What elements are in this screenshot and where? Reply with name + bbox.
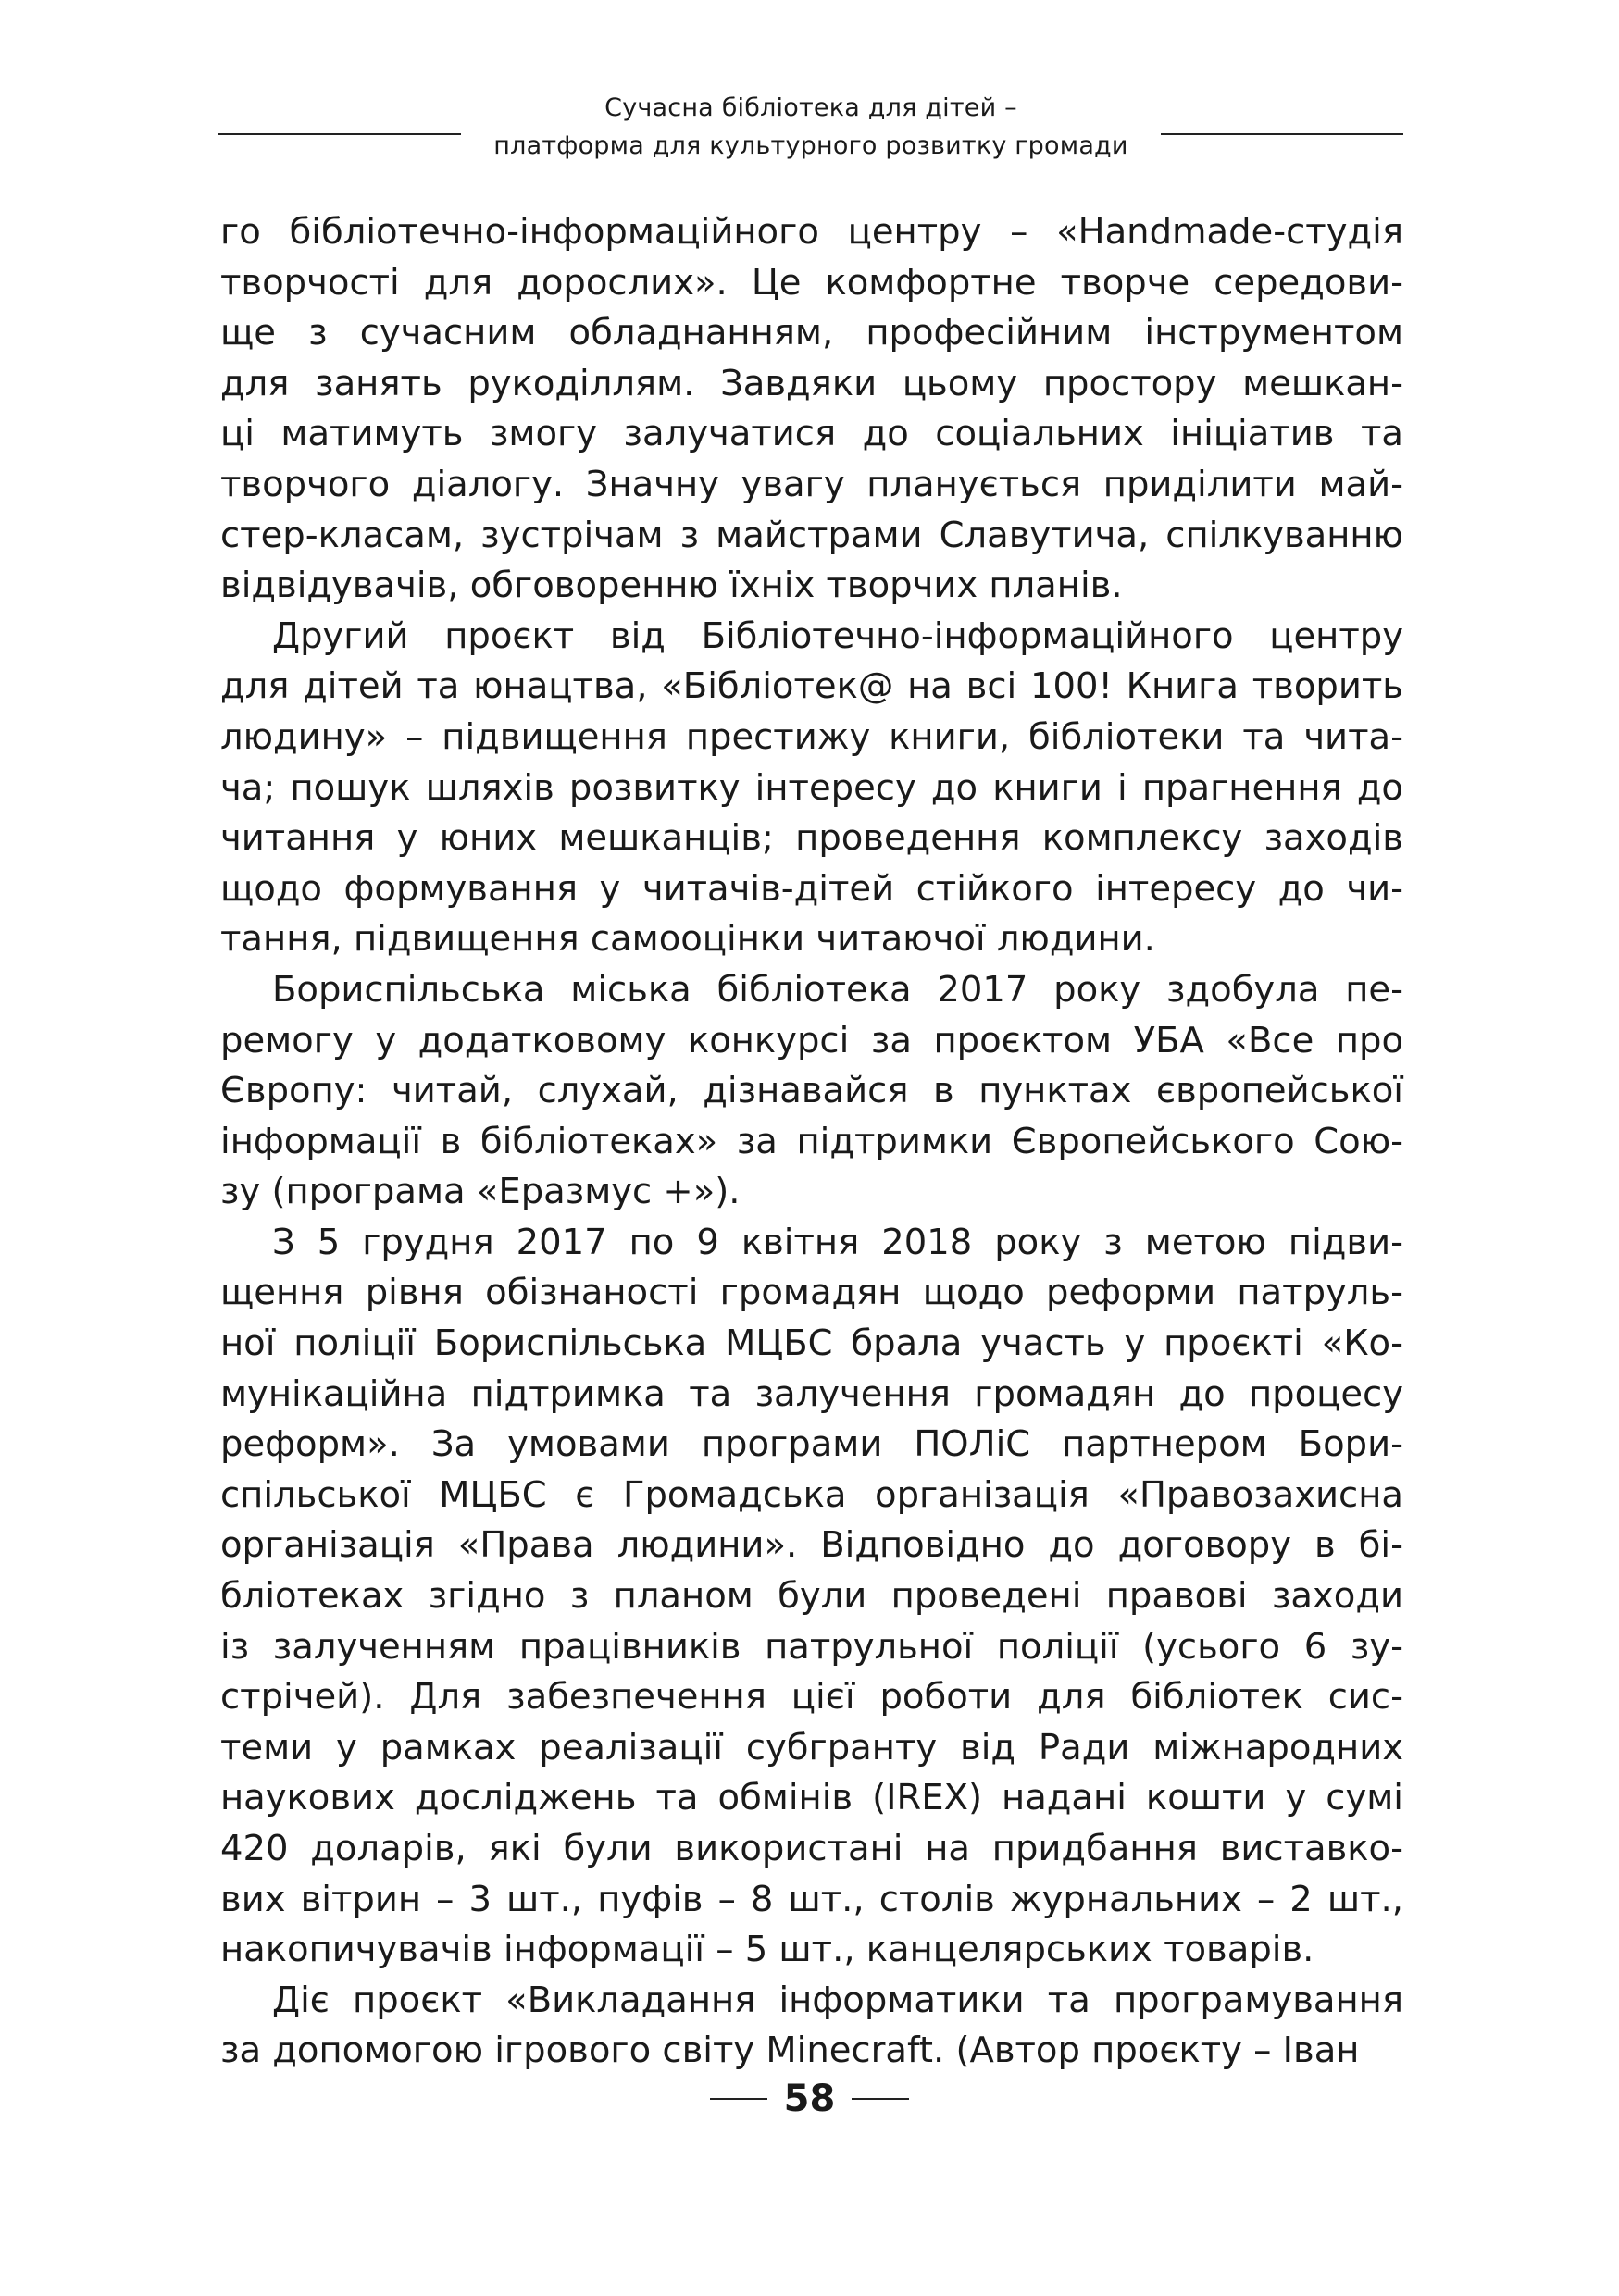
header-rule-right (1161, 133, 1403, 135)
running-header (218, 89, 1403, 167)
text-line: вих вітрин – 3 шт., пуфів – 8 шт., столів журнальних – 2 шт., (220, 1878, 1403, 1920)
text-line: бліотеках згідно з планом були проведені правові заходи (220, 1575, 1403, 1618)
text-line: для дітей та юнацтва, «Бібліотек@ на всі 100! Книга творить (220, 665, 1403, 708)
text-line: реформ». За умовами програми ПОЛіС партнером Бори- (220, 1423, 1403, 1466)
paragraph (220, 965, 1403, 1218)
text-line: стрічей). Для забезпечення цієї роботи для бібліотек сис- (220, 1676, 1403, 1719)
text-line: накопичувачів інформації – 5 шт., канцелярських товарів. (220, 1929, 1314, 1971)
text-line: із залученням працівників патрульної поліції (усього 6 зу- (220, 1625, 1403, 1668)
header-title-line-1: Сучасна бібліотека для дітей – (604, 93, 1017, 122)
text-line: Бориспільська міська бібліотека 2017 року здобула пе- (272, 968, 1403, 1011)
header-title-line-2: платформа для культурного розвитку громади (493, 131, 1128, 160)
text-line: ної поліції Бориспільська МЦБС брала участь у проєкті «Ко- (220, 1322, 1403, 1365)
footer-dash-left (710, 2098, 767, 2100)
text-line: зу (програма «Еразмус +»). (220, 1171, 741, 1213)
footer-dash-right (852, 2098, 909, 2100)
paragraph (220, 1218, 1403, 1976)
text-line: Європу: читай, слухай, дізнавайся в пунктах європейської (220, 1070, 1403, 1112)
text-line: ще з сучасним обладнанням, професійним інструментом (220, 312, 1403, 354)
text-line: організація «Права людини». Відповідно до договору в бі- (220, 1524, 1403, 1567)
text-line: теми у рамках реалізації субгранту від Ради міжнародних (220, 1726, 1403, 1769)
paragraph (220, 1976, 1403, 2077)
text-line: творчості для дорослих». Це комфортне творче середови- (220, 261, 1403, 304)
text-line: наукових досліджень та обмінів (IREX) надані кошти у сумі (220, 1777, 1403, 1819)
text-line: ча; пошук шляхів розвитку інтересу до книги і прагнення до (220, 766, 1403, 809)
body-text (220, 207, 1403, 2077)
header-rule-left (218, 133, 461, 135)
text-line: щодо формування у читачів-дітей стійкого інтересу до чи- (220, 867, 1403, 910)
text-line: го бібліотечно-інформаційного центру – «Handmade-студія (220, 211, 1403, 253)
text-line: тання, підвищення самооцінки читаючої людини. (220, 918, 1155, 961)
paragraph (220, 612, 1403, 965)
text-line: З 5 грудня 2017 по 9 квітня 2018 року з метою підви- (272, 1221, 1403, 1263)
text-line: спільської МЦБС є Громадська організація «Правозахисна (220, 1473, 1403, 1516)
header-title (468, 89, 1153, 165)
text-line: стер-класам, зустрічам з майстрами Славутича, спілкуванню (220, 514, 1403, 556)
page-number: 58 (783, 2078, 836, 2120)
text-line: ці матимуть змогу залучатися до соціальних ініціатив та (220, 413, 1403, 455)
text-line: відвідувачів, обговоренню їхніх творчих планів. (220, 565, 1123, 607)
text-line: читання у юних мешканців; проведення комплексу заходів (220, 817, 1403, 860)
text-line: за допомогою ігрового світу Minecraft. (Автор проєкту – Іван (220, 2029, 1360, 2072)
text-line: мунікаційна підтримка та залучення громадян до процесу (220, 1372, 1403, 1415)
page-footer (0, 2073, 1619, 2125)
text-line: 420 доларів, які були використані на придбання виставко- (220, 1828, 1403, 1869)
text-line: щення рівня обізнаності громадян щодо реформи патруль- (220, 1272, 1403, 1314)
text-line: інформації в бібліотеках» за підтримки Європейського Сою- (220, 1120, 1403, 1162)
text-line: творчого діалогу. Значну увагу планується приділити май- (220, 463, 1403, 505)
text-line: людину» – підвищення престижу книги, бібліотеки та чита- (220, 715, 1403, 758)
paragraph (220, 207, 1403, 612)
text-line: Другий проєкт від Бібліотечно-інформаційного центру (272, 614, 1403, 657)
text-line: Діє проєкт «Викладання інформатики та програмування (272, 1979, 1403, 2021)
text-line: ремогу у додатковому конкурсі за проєктом УБА «Все про (220, 1019, 1403, 1061)
text-line: для занять рукоділлям. Завдяки цьому простору мешкан- (220, 362, 1403, 404)
